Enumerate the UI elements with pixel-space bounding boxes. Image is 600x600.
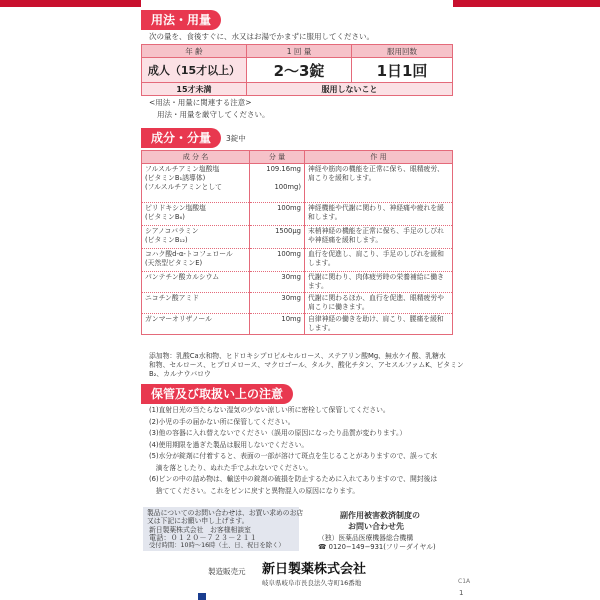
contact-left-line1: 製品についてのお問い合わせは、お買い求めのお店: [147, 509, 304, 517]
ingredient-name-line: ガンマーオリザノール: [145, 315, 212, 323]
ingredient-effect: [305, 314, 453, 335]
ingr-header-amount: 分 量: [250, 151, 305, 164]
ingredient-amount-line: 10mg: [281, 315, 301, 323]
storage-item: (6)ビンの中の詰め物は、輸送中の錠剤の破損を防止するために入れてありますので、開封後は: [149, 475, 438, 483]
ingredient-effect: [305, 226, 453, 249]
usage-adult-age: 成人（15才以上）: [142, 58, 247, 83]
ingredient-effect-line: 血行を促進し、肩こり、手足のしびれを緩和: [308, 250, 444, 258]
usage-related-text: 用法・用量を厳守してください。: [157, 110, 270, 119]
ingredient-name-line: ピリドキシン塩酸塩: [145, 204, 206, 212]
storage-item: (3)他の容器に入れ替えないでください（誤用の原因になったり品質が変わります。）: [149, 429, 407, 437]
ingredient-effect-line: ます。: [308, 282, 328, 290]
usage-section-header: [141, 10, 221, 30]
ingredients-title: 成分・分量: [141, 128, 221, 148]
ingredient-name-line: ニコチン酸アミド: [145, 294, 200, 302]
ingredient-effect: [305, 293, 453, 314]
usage-related-title: <用法・用量に関連する注意>: [149, 98, 252, 107]
usage-child-age: 15才未満: [142, 83, 247, 96]
ingredient-name: [142, 226, 250, 249]
storage-title: 保管及び取扱い上の注意: [141, 384, 293, 404]
usage-header-dose: 1 回 量: [247, 45, 352, 58]
product-code: C1A: [458, 578, 471, 585]
usage-adult-dose: 2〜3錠: [247, 58, 352, 83]
storage-list: [149, 405, 437, 497]
ingredient-effect-line: します。: [308, 259, 335, 267]
usage-intro: 次の量を、食後すぐに、水又はお湯でかまずに服用してください。: [149, 32, 374, 41]
ingredient-name-line: パンテチン酸カルシウム: [145, 273, 220, 281]
additives-line: 添加物：乳酸Ca水和物、ヒドロキシプロピルセルロース、ステアリン酸Mg、無水ケイ酸、乳糖水: [149, 352, 446, 360]
ingredient-name-line: (天然型ビタミンE): [145, 259, 203, 267]
ingredient-row: [142, 164, 453, 203]
ingredients-per: 3錠中: [226, 133, 246, 143]
usage-table: [141, 44, 453, 96]
ingredient-effect-line: 末梢神経の機能を正常に保ち、手足のしびれ: [308, 227, 444, 235]
ingredient-amount-line: [253, 174, 301, 183]
ingredient-amount-line: 100mg): [274, 183, 301, 191]
contact-left-line3: 新日製薬株式会社 お客様相談室: [149, 526, 251, 534]
storage-item: 捨ててください。これをビンに戻すと異物混入の原因になります。: [149, 486, 360, 495]
ingr-header-effect: 作 用: [305, 151, 453, 164]
ingredient-row: [142, 272, 453, 293]
ingredient-row: [142, 249, 453, 272]
ingredient-amount: [250, 314, 305, 335]
contact-right-box: [314, 507, 452, 551]
ingredient-name-line: (ビタミンB₁誘導体): [145, 174, 206, 182]
ingredient-name-line: コハク酸d-α-トコフェロール: [145, 250, 233, 258]
additives-line: B₂、カルナウバロウ: [149, 370, 211, 378]
ingredient-amount: [250, 249, 305, 272]
ingredient-name-line: フルスルチアミン塩酸塩: [145, 165, 220, 173]
ingredients-section-header: [141, 128, 246, 148]
ingr-header-name: 成 分 名: [142, 151, 250, 164]
ingredient-amount: [250, 293, 305, 314]
additives-text: [149, 352, 464, 379]
ingredient-amount: [250, 272, 305, 293]
ingredient-amount: [250, 226, 305, 249]
contact-left-hours: 受付時間：10時〜16時（土、日、祝日を除く）: [149, 542, 285, 549]
usage-header-times: 服用回数: [352, 45, 453, 58]
contact-right-line1: 副作用被害救済制度の: [340, 511, 420, 520]
ingredient-amount-line: 100mg: [277, 250, 301, 258]
ingredient-effect: [305, 249, 453, 272]
additives-line: 和物、セルロース、ヒプロメロース、マクロゴール、タルク、酸化チタン、アセスルファムK、ビタミン: [149, 361, 464, 369]
contact-left-phone: 電話：０１２０－７２３－２１１: [149, 533, 257, 542]
ingredient-row: [142, 226, 453, 249]
usage-adult-times: 1日1回: [352, 58, 453, 83]
contact-right-phone: ☎ 0120−149−931(フリーダイヤル): [318, 543, 436, 551]
storage-item: (5)水分が錠剤に付着すると、表面の一部が溶けて斑点を生じることがありますので、誤って水: [149, 452, 438, 460]
ingredient-effect-line: や神経痛を緩和します。: [308, 236, 383, 244]
ingredient-amount-line: 109.16mg: [266, 165, 301, 173]
manufacturer-name: 新日製薬株式会社: [262, 562, 367, 577]
contact-right-line3: （独）医薬品医療機器総合機構: [318, 534, 414, 542]
usage-child-note: 服用しないこと: [247, 83, 453, 96]
ingredient-name: [142, 249, 250, 272]
manufacturer-address: 岐阜県岐阜市長良法久寺町16番地: [262, 579, 362, 587]
ingredient-name-line: シアノコバラミン: [145, 227, 199, 235]
corner-marker: [198, 593, 206, 600]
page-number: 1: [459, 589, 464, 597]
ingredient-amount: [250, 203, 305, 226]
ingredient-row: [142, 314, 453, 335]
ingredient-row: [142, 293, 453, 314]
ingredients-table: [141, 150, 453, 335]
ingredient-name-line: (ビタミンB₁₂): [145, 236, 188, 244]
ingredient-amount-line: 1500μg: [275, 227, 301, 235]
ingredient-effect-line: 肩こりを緩和します。: [308, 174, 376, 182]
ingredient-name: [142, 314, 250, 335]
ingredient-amount-line: 30mg: [281, 294, 301, 302]
storage-item: (1)直射日光の当たらない湿気の少ない涼しい所に密栓して保管してください。: [149, 406, 390, 414]
ingredient-effect-line: 和します。: [308, 213, 342, 221]
contact-right-line2: お問い合わせ先: [348, 522, 404, 531]
ingredient-effect: [305, 164, 453, 203]
storage-section-header: [141, 384, 293, 404]
manufacturer-label: 製造販売元: [208, 567, 246, 576]
ingredient-name-line: (フルスルチアミンとして: [145, 183, 222, 191]
contact-left-line2: 又は下記にお願い申し上げます。: [147, 517, 249, 525]
ingredient-effect-line: 代謝に関わるほか、血行を促進、眼精疲労や: [308, 294, 444, 302]
ingredient-effect-line: します。: [308, 324, 335, 332]
usage-header-age: 年 齢: [142, 45, 247, 58]
contact-left-box: [143, 507, 304, 551]
ingredient-effect-line: 神経機能や代謝に関わり、神経痛や疲れを緩: [308, 204, 444, 212]
ingredient-name: [142, 293, 250, 314]
ingredient-effect-line: 代謝に関わり、肉体疲労時の栄養補給に働き: [308, 273, 444, 281]
ingredient-effect-line: 肩こりに働きます。: [308, 303, 369, 311]
ingredient-effect-line: 自律神経の働きを助け、肩こり、腰痛を緩和: [308, 315, 444, 323]
ingredient-effect: [305, 203, 453, 226]
storage-item: (2)小児の手の届かない所に保管してください。: [149, 417, 295, 426]
ingredient-name: [142, 272, 250, 293]
ingredient-effect: [305, 272, 453, 293]
ingredient-amount: [250, 164, 305, 203]
ingredient-amount-line: 100mg: [277, 204, 301, 212]
usage-title: 用法・用量: [141, 10, 221, 30]
ingredient-effect-line: 神経や筋肉の機能を正常に保ち、眼精疲労、: [308, 165, 444, 173]
storage-item: (4)使用期限を過ぎた製品は服用しないでください。: [149, 440, 309, 449]
ingredient-row: [142, 203, 453, 226]
ingredient-amount-line: 30mg: [281, 273, 301, 281]
ingredient-name: [142, 203, 250, 226]
ingredient-name: [142, 164, 250, 203]
storage-item: 滴を落としたり、ぬれた手でふれないでください。: [149, 463, 313, 472]
ingredient-name-line: (ビタミンB₆): [145, 213, 185, 221]
